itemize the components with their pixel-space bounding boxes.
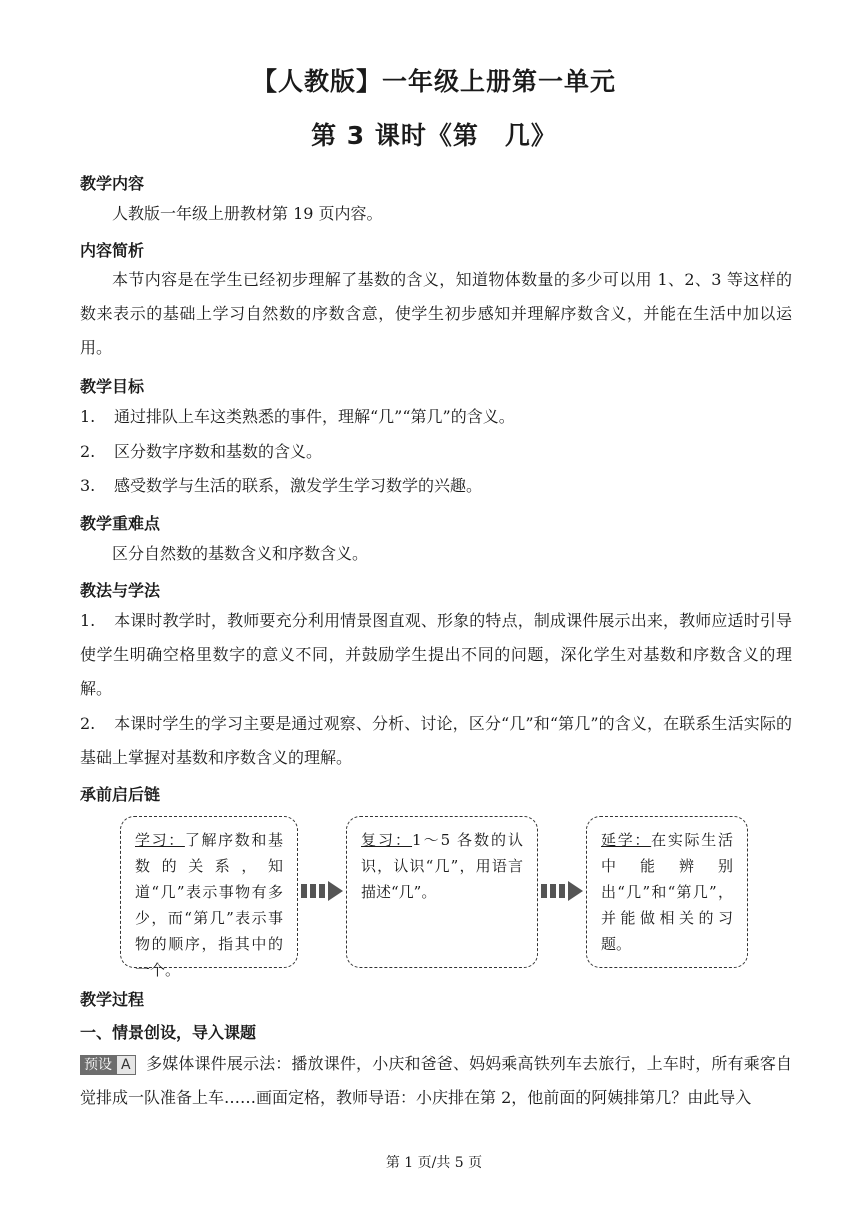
subsection-heading: 一、情景创设，导入课题 — [80, 1023, 257, 1042]
goal-item — [80, 400, 792, 434]
preset-letter-badge: A — [116, 1055, 136, 1075]
section-heading-analysis: 内容简析 — [80, 241, 145, 260]
goal-number: 2. — [80, 442, 96, 461]
box-label: 复习： — [361, 831, 413, 849]
key-paragraph: 区分自然数的基数含义和序数含义。 — [112, 544, 369, 563]
page-footer: 第 1 页/共 5 页 — [385, 1155, 483, 1171]
goal-text: 感受数学与生活的联系，激发学生学习数学的兴趣。 — [114, 476, 483, 495]
box-text: 在实际生活中能辨别出“几”和“第几”，并能做相关的习题。 — [601, 831, 733, 953]
goal-number: 1. — [80, 407, 96, 426]
method-number: 2. — [80, 714, 96, 733]
lesson-title: 第 3 课时《第 几》 — [311, 121, 557, 150]
box-label: 学习： — [135, 831, 185, 849]
link-box-extend — [586, 816, 748, 968]
goal-item — [80, 469, 792, 503]
method-text: 本课时教学时，教师要充分利用情景图直观、形象的特点，制成课件展示出来，教师应适时引导使学生明确空格里数字的意义不同，并鼓励学生提出不同的问题，深化学生对基数和序数含义的理解。 — [80, 611, 792, 698]
preset-text: 多媒体课件展示法：播放课件，小庆和爸爸、妈妈乘高铁列车去旅行，上车时，所有乘客自觉排成一队准备上车……画面定格，教师导语：小庆排在第 2，他前面的阿姨排第几？由此导入 — [80, 1054, 792, 1107]
goal-number: 3. — [80, 476, 96, 495]
arrow-right-icon — [300, 879, 344, 903]
section-heading-goals: 教学目标 — [80, 377, 145, 396]
section-heading-content: 教学内容 — [80, 174, 145, 193]
document-title: 【人教版】一年级上册第一单元 — [251, 67, 616, 96]
section-heading-process: 教学过程 — [80, 990, 145, 1009]
link-box-review — [346, 816, 538, 968]
analysis-paragraph: 本节内容是在学生已经初步理解了基数的含义，知道物体数量的多少可以用 1、2、3 等这样的数来表示的基础上学习自然数的序数含意，使学生初步感知并理解序数含义，并能在生活中加以运用。 — [80, 270, 792, 357]
section-heading-link: 承前启后链 — [80, 785, 161, 804]
link-box-learn — [120, 816, 298, 979]
preset-badge: 预设 — [80, 1055, 116, 1075]
goal-item — [80, 435, 792, 469]
section-heading-key: 教学重难点 — [80, 514, 161, 533]
content-paragraph: 人教版一年级上册教材第 19 页内容。 — [112, 204, 383, 223]
goal-text: 通过排队上车这类熟悉的事件，理解“几”“第几”的含义。 — [114, 407, 515, 426]
section-heading-method: 教法与学法 — [80, 581, 161, 600]
arrow-right-icon — [540, 879, 584, 903]
box-text: 了解序数和基数的关系，知道“几”表示事物有多少，而“第几”表示事物的顺序，指其中的一个。 — [135, 831, 283, 979]
method-text: 本课时学生的学习主要是通过观察、分析、讨论，区分“几”和“第几”的含义，在联系生活实际的基础上掌握对基数和序数含义的理解。 — [80, 714, 792, 767]
goal-text: 区分数字序数和基数的含义。 — [114, 442, 323, 461]
box-text: 1～5 各数的认识，认识“几”，用语言描述“几”。 — [361, 831, 523, 901]
preset-paragraph — [80, 1047, 792, 1115]
box-label: 延学： — [601, 831, 652, 849]
method-item — [80, 604, 792, 706]
method-item — [80, 707, 792, 775]
method-number: 1. — [80, 611, 96, 630]
